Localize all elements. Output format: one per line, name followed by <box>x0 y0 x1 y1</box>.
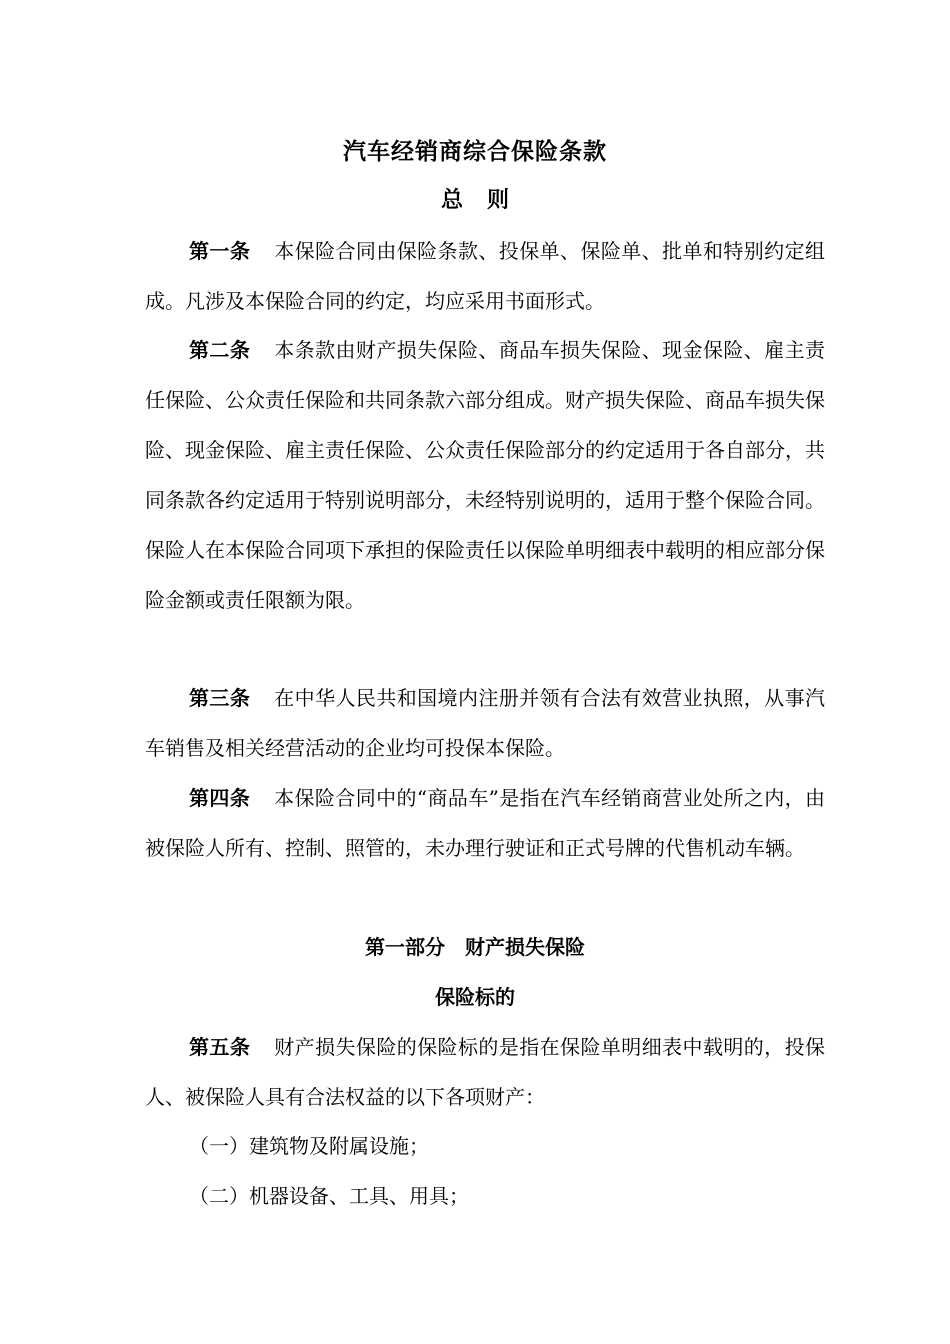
article-3 <box>145 673 825 773</box>
part-one-heading: 第一部分 财产损失保险 <box>365 935 585 959</box>
insured-subject-heading: 保险标的 <box>435 985 515 1009</box>
list-item-2: （二）机器设备、工具、用具； <box>189 1184 469 1208</box>
article-2 <box>145 325 825 625</box>
article-3-text: 在中华人民共和国境内注册并领有合法有效营业执照，从事汽车销售及相关经营活动的企业均可投保本保险。 <box>145 686 826 760</box>
list-item-1: （一）建筑物及附属设施； <box>189 1134 429 1158</box>
article-4-label: 第四条 <box>189 786 251 810</box>
document-title: 汽车经销商综合保险条款 <box>343 139 607 165</box>
article-1-label: 第一条 <box>189 239 251 263</box>
article-5-label: 第五条 <box>189 1035 251 1059</box>
article-2-text: 本条款由财产损失保险、商品车损失保险、现金保险、雇主责任保险、公众责任保险和共同条款六部分组成。财产损失保险、商品车损失保险、现金保险、雇主责任保险、公众责任保险部分的约定适用于各自部分，共同条款各约定适用于特别说明部分，未经特别说明的，适用于整个保险合同。保险人在本保险合同项下承担的保险责任以保险单明细表中载明的相应部分保险金额或责任限额为限。 <box>145 338 826 612</box>
general-provisions-heading: 总则 <box>440 188 533 213</box>
article-1-text: 本保险合同由保险条款、投保单、保险单、批单和特别约定组成。凡涉及本保险合同的约定，均应采用书面形式。 <box>145 239 826 313</box>
article-4 <box>145 773 825 873</box>
article-2-label: 第二条 <box>189 338 251 362</box>
article-4-text: 本保险合同中的“商品车”是指在汽车经销商营业处所之内，由被保险人所有、控制、照管的，未办理行驶证和正式号牌的代售机动车辆。 <box>145 786 825 860</box>
article-5-text: 财产损失保险的保险标的是指在保险单明细表中载明的，投保人、被保险人具有合法权益的以下各项财产： <box>145 1035 826 1109</box>
article-3-label: 第三条 <box>189 686 251 710</box>
article-1 <box>145 226 825 326</box>
article-5 <box>145 1022 825 1122</box>
